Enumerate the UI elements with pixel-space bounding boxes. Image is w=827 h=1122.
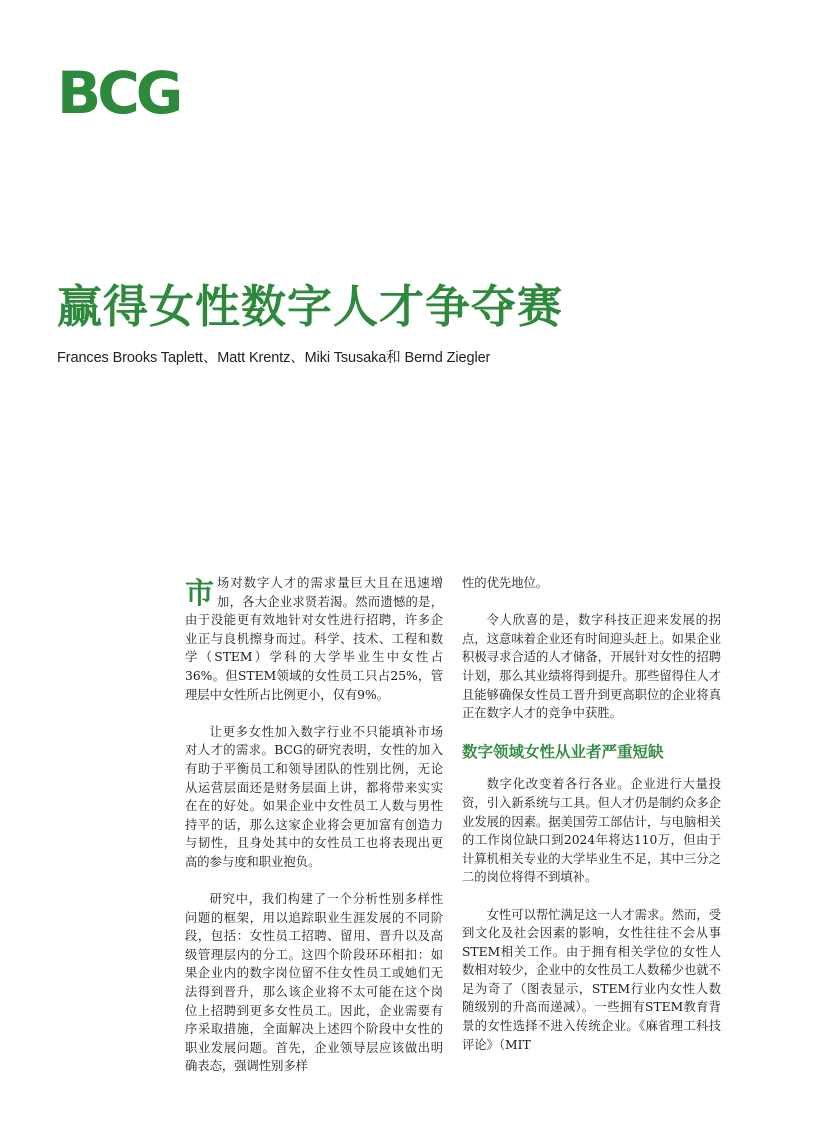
paragraph-intro-text: 场对数字人才的需求量巨大且在迅速增加，各大企业求贤若渴。然而遗憾的是，由于没能更有效地针对女性进行招聘，许多企业正与良机擦身而过。科学、技术、工程和数学（STEM）学科的大学毕业生中女性占36%。但STEM领域的女性员工只占25%，管理层中女性所占比例更小，仅有9%。 <box>185 576 443 702</box>
paragraph: 数字化改变着各行各业。企业进行大量投资，引入新系统与工具。但人才仍是制约众多企业发展的因素。据美国劳工部估计，与电脑相关的工作岗位缺口到2024年将达110万，但由于计算机相关专业的大学毕业生不足，其中三分之二的岗位将得不到填补。 <box>462 777 721 885</box>
paragraph-intro <box>185 574 443 704</box>
paragraph: 研究中，我们构建了一个分析性别多样性问题的框架，用以追踪职业生涯发展的不同阶段，包括：女性员工招聘、留用、晋升以及高级管理层内的分工。这四个阶段环环相扣：如果企业内的数字岗位留不住女性员工或她们无法得到晋升，那么该企业将不太可能在这个岗位上招聘到更多女性员工。因此，企业需要有序采取措施，全面解决上述四个阶段中女性的职业发展问题。首先，企业领导层应该做出明确表态，强调性别多样 <box>185 892 443 1074</box>
bcg-logo <box>57 66 179 118</box>
paragraph: 让更多女性加入数字行业不只能填补市场对人才的需求。BCG的研究表明，女性的加入有助于平衡员工和领导团队的性别比例，无论从运营层面还是财务层面上讲，都将带来实实在在的好处。如果企业中女性员工人数与男性持平的话，那么这家企业将会更加富有创造力与韧性，且身处其中的女性员工也将表现出更高的参与度和职业抱负。 <box>185 724 443 869</box>
authors-line: Frances Brooks Taplett、Matt Krentz、Miki Tsusaka和 Bernd Ziegler <box>57 350 491 366</box>
drop-cap: 市 <box>185 576 215 610</box>
page-title: 赢得女性数字人才争夺赛 <box>57 280 564 333</box>
section-heading: 数字领域女性从业者严重短缺 <box>462 742 664 762</box>
bcg-logo-text: BCG <box>57 66 179 118</box>
column-right <box>462 574 721 1073</box>
paragraph: 女性可以帮忙满足这一人才需求。然而，受到文化及社会因素的影响，女性往往不会从事STEM相关工作。由于拥有相关学位的女性人数相对较少，企业中的女性员工人数稀少也就不足为奇了（图表显示，STEM行业内女性人数随级别的升高而递减）。一些拥有STEM教育背景的女性选择不进入传统企业。《麻省理工科技评论》（MIT <box>462 907 721 1052</box>
column-left <box>185 574 443 1095</box>
paragraph: 令人欣喜的是，数字科技正迎来发展的拐点，这意味着企业还有时间迎头赶上。如果企业积极寻求合适的人才储备，开展针对女性的招聘计划，那么其业绩将得到提升。那些留得住人才且能够确保女性员工晋升到更高职位的企业将真正在数字人才的竞争中获胜。 <box>462 613 721 721</box>
paragraph-continued: 性的优先地位。 <box>462 576 549 590</box>
